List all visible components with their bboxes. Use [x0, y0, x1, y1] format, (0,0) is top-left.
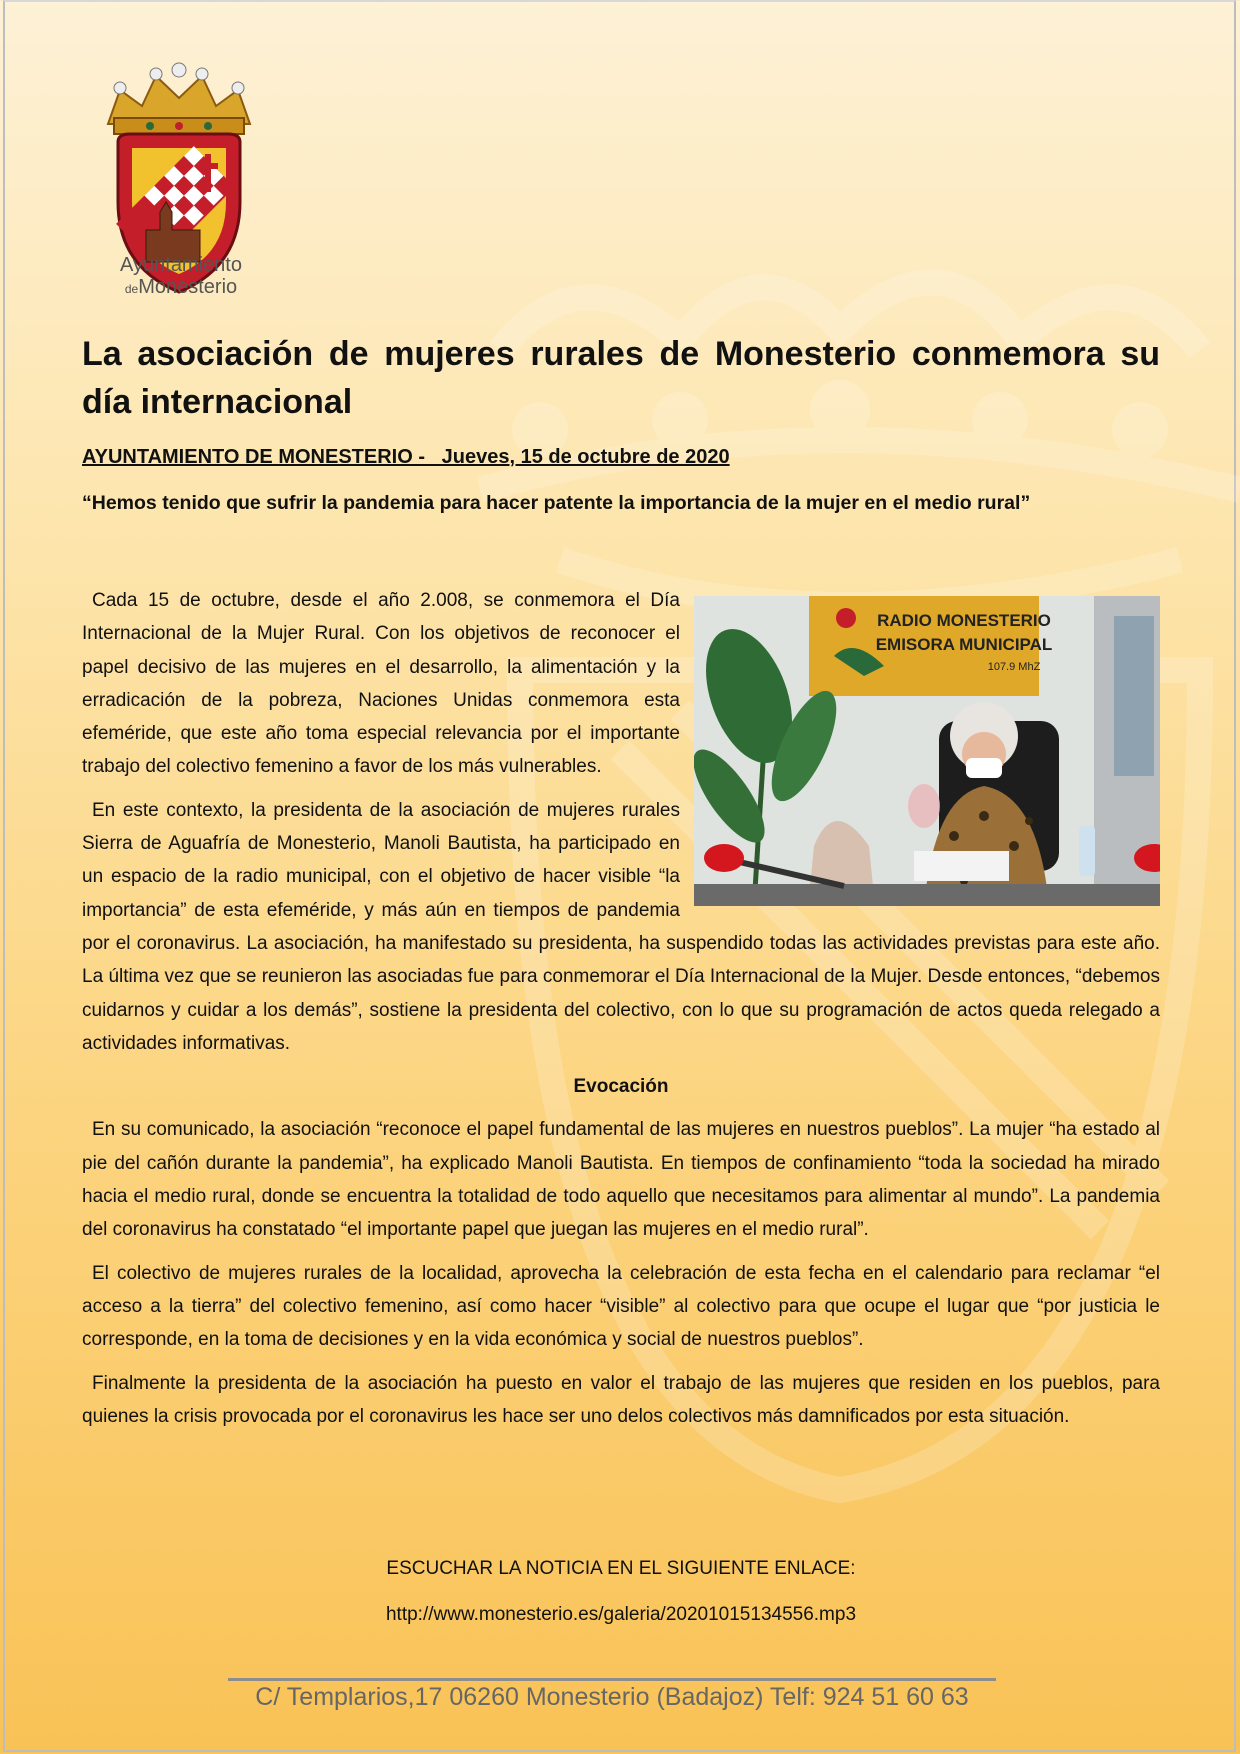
article-paragraph-3: En su comunicado, la asociación “reconoce el papel fundamental de las mujeres en nuestros pueblos”. La mujer “ha estado al pie del cañón durante la pandemia”, ha explicado Manoli Bautista. En tiempos de confinamiento “toda la sociedad ha mirado hacia el medio rural, donde se encuentra la totalidad de todo aquello que necesitamos para alimentar al mundo”. La pandemia del coronavirus ha constatado “el importante papel que juegan las mujeres en el medio rural”.	[82, 1119, 1160, 1241]
crest-caption	[96, 254, 266, 300]
article-paragraph-4: El colectivo de mujeres rurales de la localidad, aprovecha la celebración de esta fecha en el calendario para reclamar “el acceso a la tierra” del colectivo femenino, así como hacer “visible” al colectivo para que ocupe el lugar que “por justicia le corresponde, en la toma de decisiones y en la vida económica y social de nuestros pueblos”.	[82, 1262, 1160, 1351]
crest-caption-line2: Monesterio	[138, 276, 238, 298]
article-paragraph-5: Finalmente la presidenta de la asociación ha puesto en valor el trabajo de las mujeres que residen en los pueblos, para quienes la crisis provocada por el coronavirus les hace ser uno delos colectivos más damnificados por esta situación.	[82, 1372, 1160, 1427]
audio-link-label: ESCUCHAR LA NOTICIA EN EL SIGUIENTE ENLACE:	[386, 1558, 856, 1579]
photo-sign-line1: RADIO MONESTERIO	[877, 611, 1051, 630]
article-byline: AYUNTAMIENTO DE MONESTERIO - Jueves, 15 de octubre de 2020	[82, 446, 730, 468]
radio-studio-photo	[694, 596, 1160, 906]
audio-link-url[interactable]: http://www.monesterio.es/galeria/20201015134556.mp3	[385, 1604, 857, 1625]
crest-caption-de: de	[124, 282, 139, 296]
photo-sign-line3: 107.9 MhZ	[987, 661, 1041, 673]
article-title: La asociación de mujeres rurales de Monesterio conmemora su día internacional	[82, 335, 1160, 421]
article-paragraph-2: En este contexto, la presidenta de la asociación de mujeres rurales Sierra de Aguafría de Monesterio, Manoli Bautista, ha participado en un espacio de la radio municipal, con el objetivo de hacer visible “la importancia” de esta efeméride, y más aún en tiempos de pandemia por el coronavirus. La asociación, ha manifestado su presidenta, ha suspendido todas las actividades previstas para este año. La última vez que se reunieron las asociadas fue para conmemorar el Día Internacional de la Mujer. Desde entonces, “debemos cuidarnos y cuidar a los demás”, sostiene la presidenta del colectivo, con lo que su programación de actos queda relegado a actividades informativas.	[82, 799, 1160, 1054]
footer-address: C/ Templarios,17 06260 Monesterio (Badajoz) Telf: 924 51 60 63	[255, 1683, 969, 1711]
article-body	[82, 584, 1160, 1443]
article-quote: “Hemos tenido que sufrir la pandemia para hacer patente la importancia de la mujer en el medio rural”	[82, 492, 1031, 514]
crest-caption-line1: Ayuntamiento	[120, 254, 242, 276]
article-paragraph-1: Cada 15 de octubre, desde el año 2.008, se conmemora el Día Internacional de la Mujer Rural. Con los objetivos de reconocer el papel decisivo de las mujeres en el desarrollo, la alimentación y la erradicación de la pobreza, Naciones Unidas conmemora esta efeméride, que este año toma especial relevancia por el importante trabajo del colectivo femenino a favor de los más vulnerables.	[82, 590, 680, 778]
article-subheading: Evocación	[573, 1076, 669, 1098]
photo-sign-line2: EMISORA MUNICIPAL	[875, 635, 1053, 654]
footer-divider	[228, 1678, 996, 1681]
